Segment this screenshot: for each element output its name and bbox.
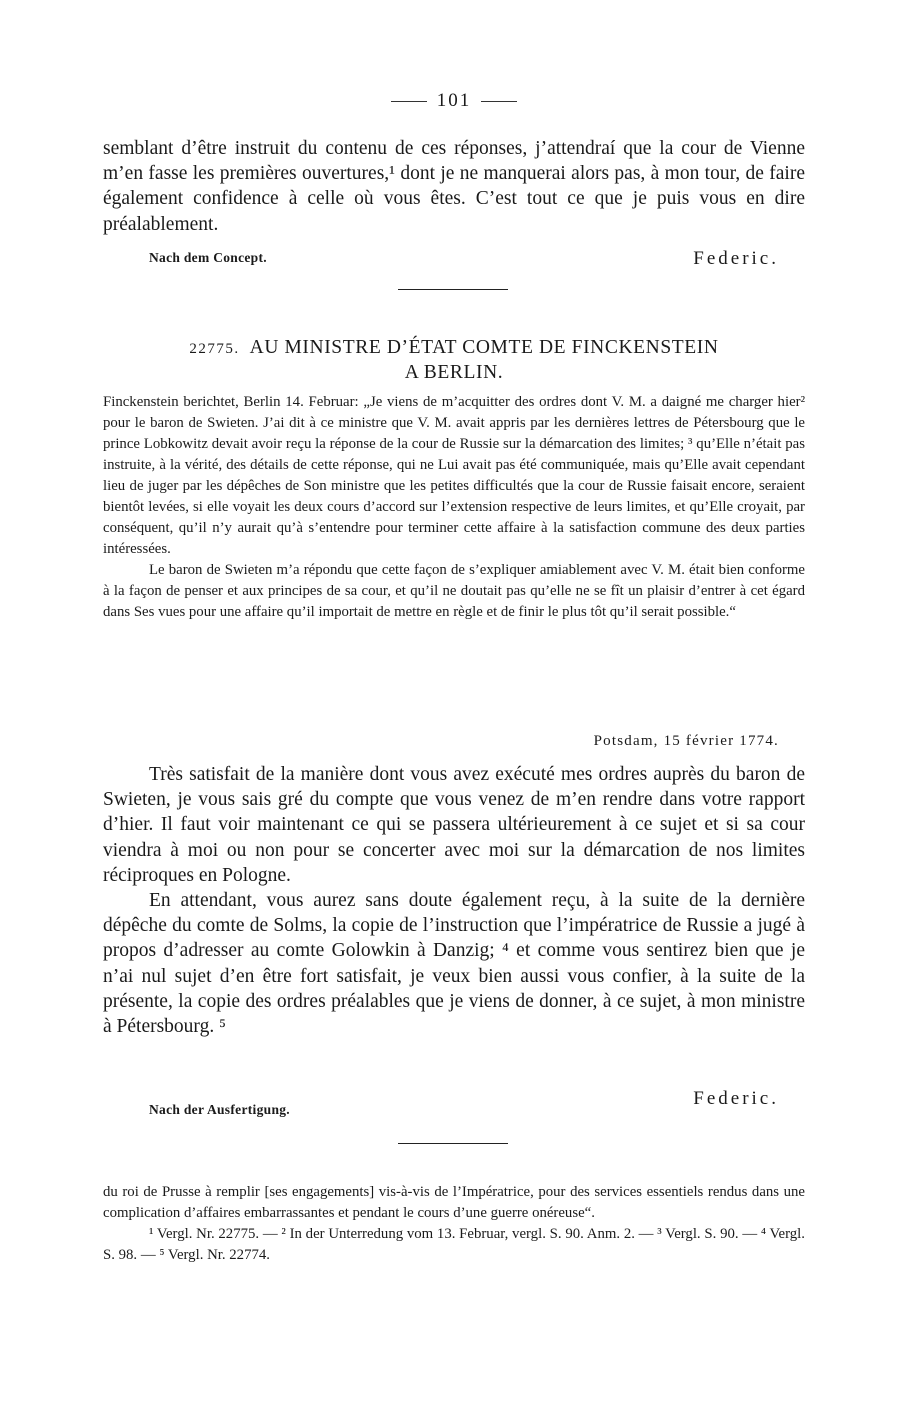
dateline: Potsdam, 15 février 1774. bbox=[593, 733, 779, 749]
letter-number: 22775. bbox=[189, 341, 240, 357]
body-paragraph-2: En attendant, vous aurez sans doute également reçu, à la suite de la dernière dépêche du comte de Solms, la copie de l’instruction que l’impératrice de Russie a jugé à propos d’adresser au comte Golowkin à Danzig; ⁴ et comme vous sentirez bien que je n’ai nul sujet d’en être fort satisfait, je veux bien aussi vous confier, à la suite de la présente, la copie des ordres préalables que je viens de donner, à ce sujet, à mon ministre à Pétersbourg. ⁵ bbox=[103, 890, 805, 1038]
footnote-references: ¹ Vergl. Nr. 22775. — ² In der Unterredung vom 13. Februar, vergl. S. 90. Anm. 2. — ³ Vergl. S. 90. — ⁴ Vergl. S. 98. — ⁵ Vergl. Nr. 22774. bbox=[103, 1226, 805, 1263]
page-number: 101 bbox=[436, 90, 472, 111]
summary-paragraph-2: Le baron de Swieten m’a répondu que cette façon de s’expliquer amiablement avec V. M. était bien conforme à la façon de penser et aux principes de sa cour, et qu’il ne doutait pas qu’elle ne se fît un plaisir d’entrer à cet égard dans Ses vues pour une affaire qu’il importait de mettre en règle et de finir le plus tôt qu’il serait possible.“ bbox=[103, 562, 805, 620]
section-divider bbox=[398, 289, 508, 290]
letter-body bbox=[103, 762, 805, 1039]
header-rule-left bbox=[391, 101, 427, 102]
header-rule-right bbox=[481, 101, 517, 102]
report-summary bbox=[103, 392, 805, 623]
source-note: Nach der Ausfertigung. bbox=[149, 1102, 290, 1117]
summary-paragraph-1: Finckenstein berichtet, Berlin 14. Februar: „Je viens de m’acquitter des ordres dont V. M. a daigné me charger hier² pour le baron de Swieten. J’ai dit à ce ministre que V. M. avait appris par les dernières lettres de Pétersbourg que le prince Lobkowitz devait avoir reçu la réponse de la cour de Russie sur la démarcation des limites; ³ qu’Elle n’était pas instruite, à la vérité, des détails de cette réponse, qui ne Lui avait pas été communiquée, mais qu’Elle avait cependant lieu de juger par les dépêches de Son ministre que les petites difficultés que la cour de Russie faisait encore, seraient bientôt levées, si elle voyait les deux cours d’accord sur l’extension respective de leurs limites, et qu’Elle croyait, par conséquent, qu’il n’y aurait qu’à s’entendre pour terminer cette affaire à la satisfaction commune des deux parties intéressées. bbox=[103, 394, 805, 557]
footnotes bbox=[103, 1182, 805, 1266]
letter-title: AU MINISTRE D’ÉTAT COMTE DE FINCKENSTEIN bbox=[249, 337, 719, 358]
body-paragraph-1: Très satisfait de la manière dont vous avez exécuté mes ordres auprès du baron de Swieten, je vous sais gré du compte que vous venez de m’en rendre dans votre rapport d’hier. Il faut voir maintenant ce qui se passera ultérieurement à ce sujet et si sa cour viendra à moi ou non pour se concerter avec moi sur la démarcation de nos limites réciproques en Pologne. bbox=[103, 764, 805, 886]
letter-heading bbox=[103, 336, 805, 385]
previous-letter-closing bbox=[103, 248, 805, 272]
letter-heading-line-1 bbox=[103, 336, 805, 361]
letter-destination: A BERLIN. bbox=[404, 362, 504, 383]
source-note: Nach dem Concept. bbox=[149, 250, 267, 265]
signature: Federic. bbox=[693, 248, 779, 269]
previous-letter-ending bbox=[103, 136, 805, 237]
section-divider bbox=[398, 1143, 508, 1144]
page-header bbox=[103, 90, 805, 112]
dateline-row bbox=[103, 733, 805, 757]
previous-letter-text: semblant d’être instruit du contenu de ces réponses, j’attendraí que la cour de Vienne m’en fasse les premières ouvertures,¹ dont je ne manquerai alors pas, à mon tour, de faire également confidence à celle où vous êtes. C’est tout ce que je puis vous en dire préalablement. bbox=[103, 138, 805, 235]
signature: Federic. bbox=[693, 1088, 779, 1109]
letter-closing bbox=[103, 1088, 805, 1124]
footnote-continuation: du roi de Prusse à remplir [ses engagements] vis-à-vis de l’Impératrice, pour des services essentiels rendus dans une complication d’affaires embarrassantes et pendant le cours d’une guerre onéreuse“. bbox=[103, 1184, 805, 1221]
